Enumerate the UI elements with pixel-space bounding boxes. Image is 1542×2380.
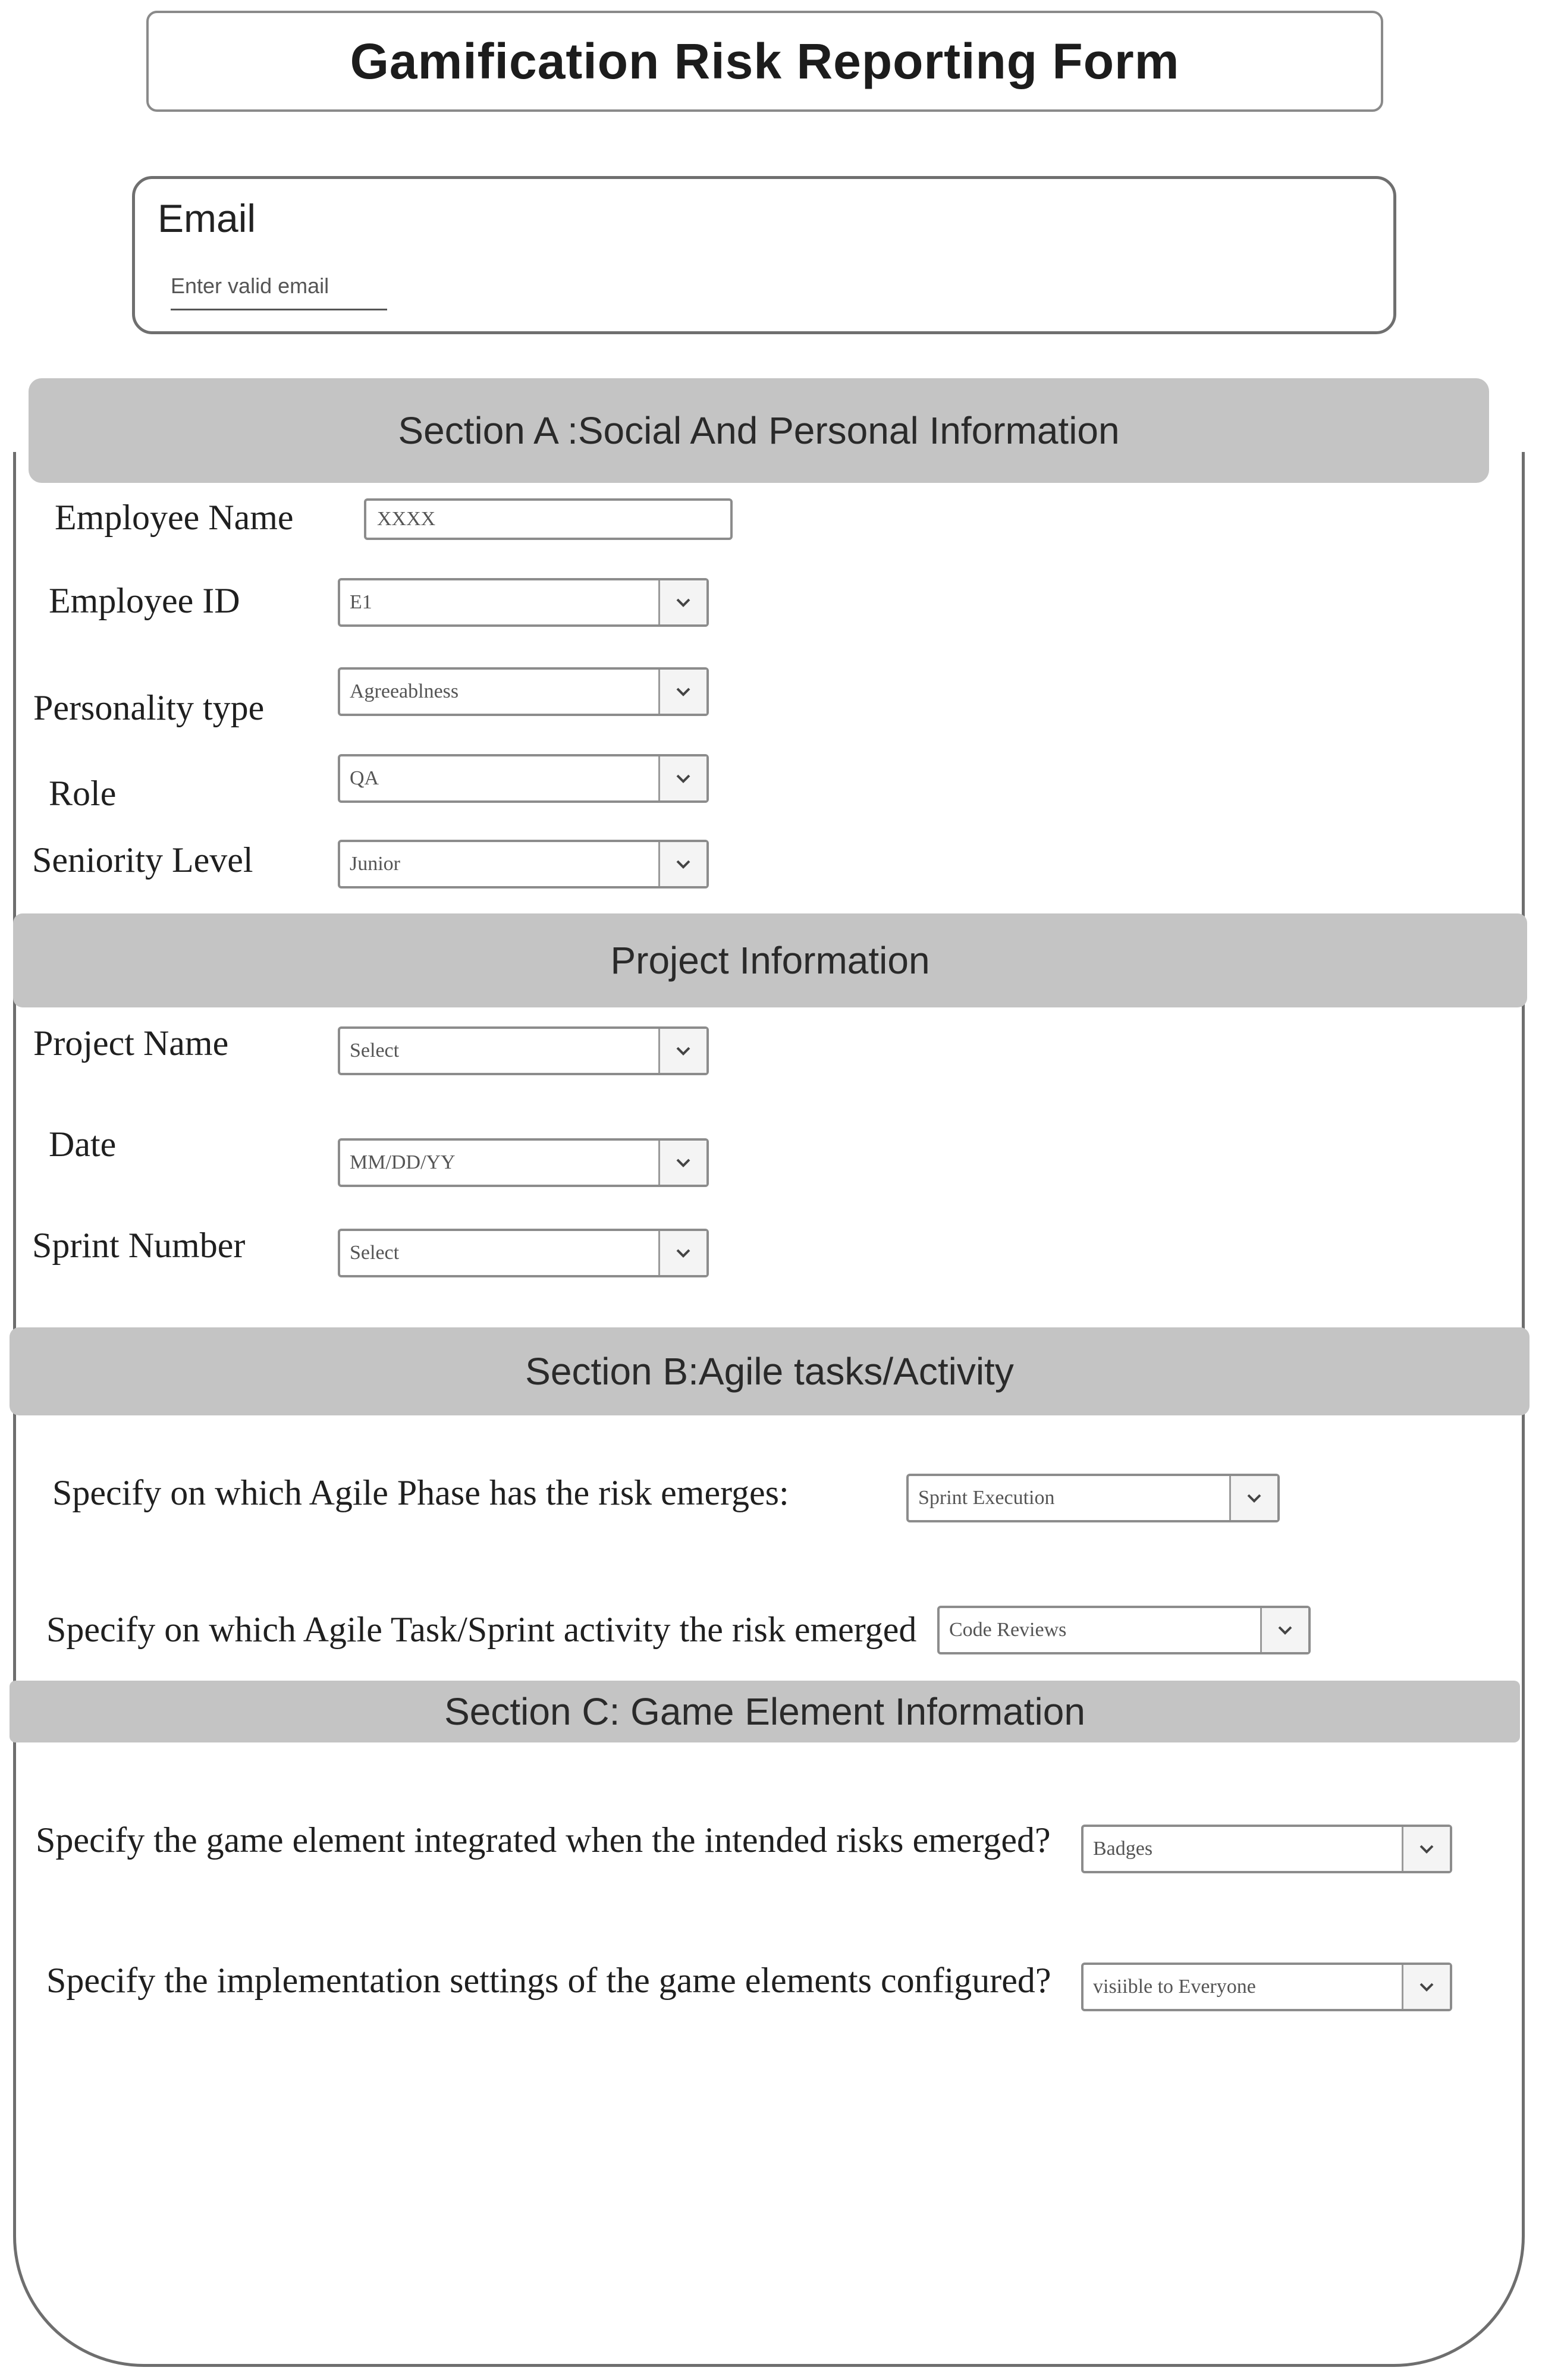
project-name-label: Project Name xyxy=(33,1023,229,1063)
email-label: Email xyxy=(158,196,256,240)
seniority-level-value: Junior xyxy=(350,853,400,875)
section-b-header: Section B:Agile tasks/Activity xyxy=(10,1327,1530,1415)
role-select[interactable] xyxy=(338,754,709,803)
personality-type-select[interactable] xyxy=(338,667,709,716)
sprint-number-select[interactable] xyxy=(338,1229,709,1277)
agile-phase-label: Specify on which Agile Phase has the risk emerges: xyxy=(52,1473,789,1512)
project-information-header: Project Information xyxy=(13,913,1527,1007)
game-element-label: Specify the game element integrated when the intended risks emerged? xyxy=(36,1820,1051,1860)
date-select[interactable] xyxy=(338,1138,709,1187)
agile-phase-value: Sprint Execution xyxy=(918,1487,1055,1509)
employee-name-label: Employee Name xyxy=(55,498,294,537)
seniority-level-select[interactable] xyxy=(338,840,709,888)
chevron-down-icon[interactable] xyxy=(658,842,706,886)
chevron-down-icon[interactable] xyxy=(1402,1965,1450,2009)
email-input[interactable] xyxy=(171,268,387,310)
personality-type-label: Personality type xyxy=(33,688,265,727)
chevron-down-icon[interactable] xyxy=(1229,1476,1277,1520)
chevron-down-icon[interactable] xyxy=(658,1231,706,1275)
implementation-settings-label: Specify the implementation settings of the game elements configured? xyxy=(46,1961,1051,2000)
employee-id-select[interactable] xyxy=(338,578,709,627)
chevron-down-icon[interactable] xyxy=(658,670,706,714)
employee-id-label: Employee ID xyxy=(49,581,240,620)
form-title: Gamification Risk Reporting Form xyxy=(146,11,1383,112)
chevron-down-icon[interactable] xyxy=(658,756,706,800)
chevron-down-icon[interactable] xyxy=(658,580,706,624)
game-element-select[interactable] xyxy=(1081,1825,1452,1873)
employee-name-input[interactable] xyxy=(364,498,733,540)
date-value: MM/DD/YY xyxy=(350,1151,456,1173)
agile-phase-select[interactable] xyxy=(906,1474,1280,1522)
chevron-down-icon[interactable] xyxy=(658,1141,706,1185)
game-element-value: Badges xyxy=(1093,1838,1153,1860)
project-name-value: Select xyxy=(350,1040,400,1062)
sprint-number-value: Select xyxy=(350,1242,400,1264)
implementation-settings-value: visiible to Everyone xyxy=(1093,1976,1256,1998)
chevron-down-icon[interactable] xyxy=(1260,1608,1308,1652)
seniority-level-label: Seniority Level xyxy=(32,840,253,880)
agile-task-label: Specify on which Agile Task/Sprint activity the risk emerged xyxy=(46,1610,917,1649)
chevron-down-icon[interactable] xyxy=(1402,1827,1450,1871)
role-label: Role xyxy=(49,774,117,813)
date-label: Date xyxy=(49,1125,117,1164)
employee-id-value: E1 xyxy=(350,591,372,613)
chevron-down-icon[interactable] xyxy=(658,1029,706,1073)
agile-task-select[interactable] xyxy=(937,1606,1311,1654)
email-card xyxy=(132,176,1396,334)
personality-type-value: Agreeablness xyxy=(350,680,459,702)
sprint-number-label: Sprint Number xyxy=(32,1226,246,1265)
agile-task-value: Code Reviews xyxy=(949,1619,1067,1641)
section-a-header: Section A :Social And Personal Information xyxy=(29,378,1489,483)
implementation-settings-select[interactable] xyxy=(1081,1963,1452,2011)
project-name-select[interactable] xyxy=(338,1026,709,1075)
section-c-header: Section C: Game Element Information xyxy=(10,1681,1520,1742)
role-value: QA xyxy=(350,767,379,789)
